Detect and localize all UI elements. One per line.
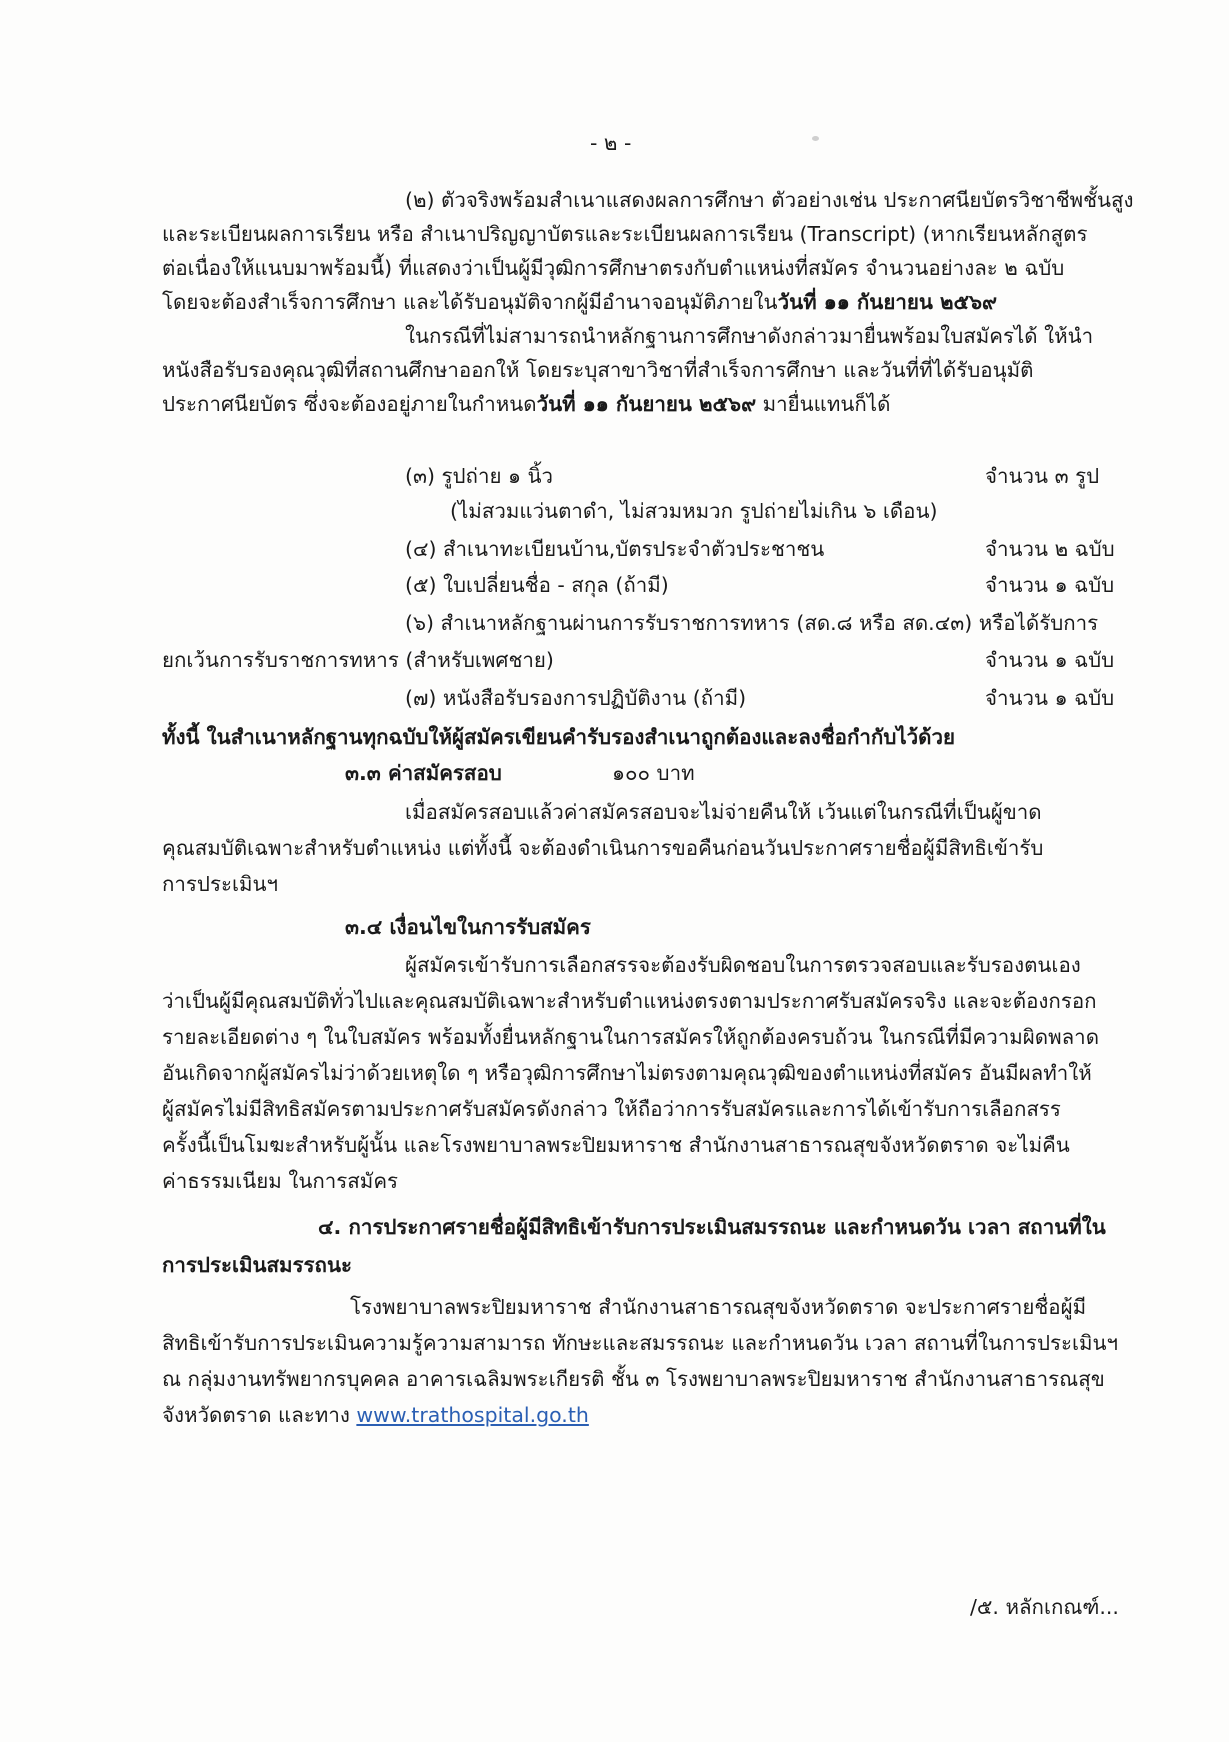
conditions-line-5: ผู้สมัครไม่มีสิทธิสมัครตามประกาศรับสมัครดังกล่าว ให้ถือว่าการรับสมัครและการได้เข้ารับการเลือกสรร [162,1097,1061,1121]
item6-label: (๖) สำเนาหลักฐานผ่านการรับราชการทหาร (สด.๘ หรือ สด.๔๓) หรือได้รับการ [405,611,1099,635]
item3-note: (ไม่สวมแว่นตาดำ, ไม่สวมหมวก รูปถ่ายไม่เกิน ๖ เดือน) [450,499,938,523]
conditions-line-2: ว่าเป็นผู้มีคุณสมบัติทั่วไปและคุณสมบัติเฉพาะสำหรับตำแหน่งตรงตามประกาศรับสมัครจริง และจะต้องกรอก [162,989,1097,1013]
page-number: - ๒ - [590,131,632,155]
conditions-line-6: ครั้งนี้เป็นโมฆะสำหรับผู้นั้น และโรงพยาบาลพระปิยมหาราช สำนักงานสาธารณสุขจังหวัดตราด จะไม่คืน [162,1133,1070,1157]
item2-line-3: ต่อเนื่องให้แนบมาพร้อมนี้) ที่แสดงว่าเป็นผู้มีวุฒิการศึกษาตรงกับตำแหน่งที่สมัคร จำนวนอย่างละ ๒ ฉบับ [162,256,1065,280]
conditions-heading: ๓.๔ เงื่อนไขในการรับสมัคร [345,915,591,939]
fee-line-2: คุณสมบัติเฉพาะสำหรับตำแหน่ง แต่ทั้งนี้ จะต้องดำเนินการขอคืนก่อนวันประกาศรายชื่อผู้มีสิทธิเข้ารับ [162,836,1044,860]
certify-note: ทั้งนี้ ในสำเนาหลักฐานทุกฉบับให้ผู้สมัครเขียนคำรับรองสำเนาถูกต้องและลงชื่อกำกับไว้ด้วย [162,725,956,749]
section4-line-2: สิทธิเข้ารับการประเมินความรู้ความสามารถ ทักษะและสมรรถนะ และกำหนดวัน เวลา สถานที่ในการประเมินฯ [162,1331,1119,1355]
conditions-line-4: อันเกิดจากผู้สมัครไม่ว่าด้วยเหตุใด ๆ หรือวุฒิการศึกษาไม่ตรงตามคุณวุฒิของตำแหน่งที่สมัคร อันมีผลทำให้ [162,1061,1092,1085]
fee-line-1: เมื่อสมัครสอบแล้วค่าสมัครสอบจะไม่จ่ายคืนให้ เว้นแต่ในกรณีที่เป็นผู้ขาด [405,800,1042,824]
item2-line-2: และระเบียนผลการเรียน หรือ สำเนาปริญญาบัตรและระเบียนผลการเรียน (Transcript) (หากเรียนหลักสูตร [162,222,1088,246]
item2-note-deadline: วันที่ ๑๑ กันยายน ๒๕๖๙ [536,392,757,416]
fee-line-3: การประเมินฯ [162,872,279,896]
website-link[interactable]: www.trathospital.go.th [356,1403,589,1427]
section4-line-1: โรงพยาบาลพระปิยมหาราช สำนักงานสาธารณสุขจังหวัดตราด จะประกาศรายชื่อผู้มี [350,1295,1087,1319]
item7-qty: จำนวน ๑ ฉบับ [985,686,1115,710]
section4-line-3: ณ กลุ่มงานทรัพยากรบุคคล อาคารเฉลิมพระเกียรติ ชั้น ๓ โรงพยาบาลพระปิยมหาราช สำนักงานสาธารณสุข [162,1367,1105,1391]
item2-note-line-3-suffix: มายื่นแทนก็ได้ [756,392,891,416]
conditions-line-3: รายละเอียดต่าง ๆ ในใบสมัคร พร้อมทั้งยื่นหลักฐานในการสมัครให้ถูกต้องครบถ้วน ในกรณีที่มีความผิดพลาด [162,1025,1100,1049]
item4-label: (๔) สำเนาทะเบียนบ้าน,บัตรประจำตัวประชาชน [405,537,825,561]
item2-note-line-2: หนังสือรับรองคุณวุฒิที่สถานศึกษาออกให้ โดยระบุสาขาวิชาที่สำเร็จการศึกษา และวันที่ที่ได้รับอนุมัติ [162,358,1034,382]
conditions-line-7: ค่าธรรมเนียม ในการสมัคร [162,1169,399,1193]
item5-qty: จำนวน ๑ ฉบับ [985,573,1115,597]
fee-amount: ๑๐๐ บาท [612,761,695,785]
conditions-line-1: ผู้สมัครเข้ารับการเลือกสรรจะต้องรับผิดชอบในการตรวจสอบและรับรองตนเอง [405,953,1081,977]
section4-heading-line-2: การประเมินสมรรถนะ [162,1253,352,1277]
item2-note-line-1: ในกรณีที่ไม่สามารถนำหลักฐานการศึกษาดังกล่าวมายื่นพร้อมใบสมัครได้ ให้นำ [405,324,1094,348]
item2-note-line-3 [162,389,890,419]
item3-qty: จำนวน ๓ รูป [985,464,1100,488]
item2-deadline: วันที่ ๑๑ กันยายน ๒๕๖๙ [777,290,998,314]
scan-speck [812,136,819,141]
item2-line-1: (๒) ตัวจริงพร้อมสำเนาแสดงผลการศึกษา ตัวอย่างเช่น ประกาศนียบัตรวิชาชีพชั้นสูง [405,188,1134,212]
item2-line-4-text: โดยจะต้องสำเร็จการศึกษา และได้รับอนุมัติจากผู้มีอำนาจอนุมัติภายใน [162,290,778,314]
item5-label: (๕) ใบเปลี่ยนชื่อ - สกุล (ถ้ามี) [405,573,669,597]
item2-note-line-3-text: ประกาศนียบัตร ซึ่งจะต้องอยู่ภายในกำหนด [162,392,537,416]
section4-line-4 [162,1400,589,1430]
fee-heading: ๓.๓ ค่าสมัครสอบ [345,761,502,785]
continuation-note: /๕. หลักเกณฑ์... [970,1595,1119,1619]
item3-label: (๓) รูปถ่าย ๑ นิ้ว [405,464,554,488]
item6-continuation: ยกเว้นการรับราชการทหาร (สำหรับเพศชาย) [162,648,554,672]
section4-line-4-text: จังหวัดตราด และทาง [162,1403,357,1427]
item6-qty: จำนวน ๑ ฉบับ [985,648,1115,672]
item4-qty: จำนวน ๒ ฉบับ [985,537,1115,561]
section4-heading-line-1: ๔. การประกาศรายชื่อผู้มีสิทธิเข้ารับการประเมินสมรรถนะ และกำหนดวัน เวลา สถานที่ใน [318,1215,1106,1239]
item2-line-4 [162,287,997,317]
item7-label: (๗) หนังสือรับรองการปฏิบัติงาน (ถ้ามี) [405,686,747,710]
